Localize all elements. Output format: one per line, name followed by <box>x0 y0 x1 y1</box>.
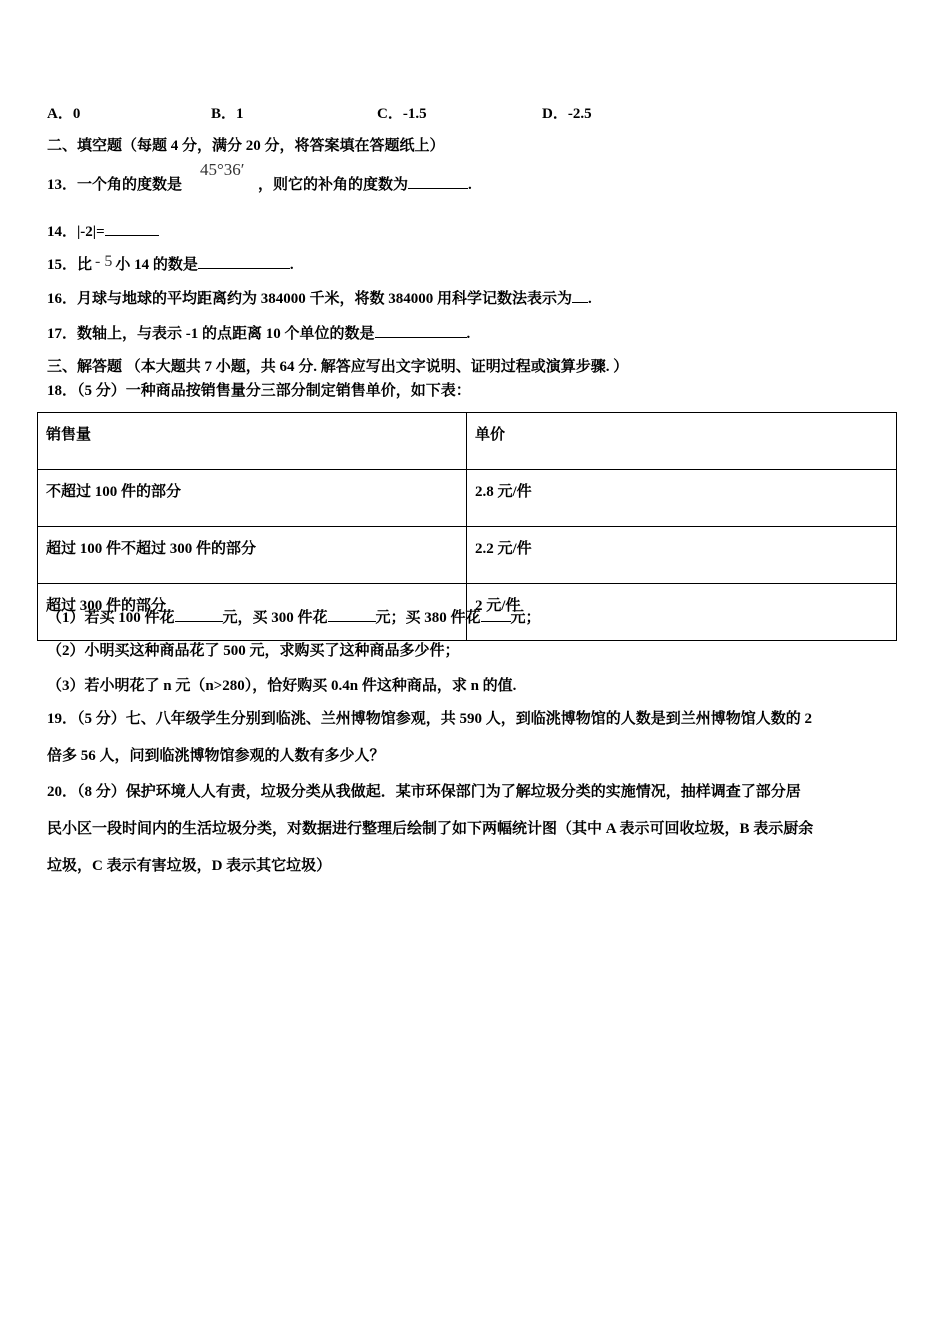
section2-header: 二、填空题（每题 4 分，满分 20 分，将答案填在答题纸上） <box>47 138 445 154</box>
q15-end: . <box>289 257 294 273</box>
q17-end: . <box>466 326 471 342</box>
table-row <box>38 470 897 527</box>
table-header-cell: 单价 <box>467 413 897 470</box>
q18-p1-a: （1）若买 100 件花 <box>47 610 175 626</box>
q18-p1-d: 元； <box>510 610 541 626</box>
q20-line2: 民小区一段时间内的生活垃圾分类，对数据进行整理后绘制了如下两幅统计图（其中 A 表示可回收垃圾，B 表示厨余 <box>47 821 814 837</box>
q13-suffix: ，则它的补角的度数为 <box>258 177 409 193</box>
table-cell: 2 元/件 <box>467 584 897 641</box>
q18-title: 18．（5 分）一种商品按销售量分三部分制定销售单价，如下表： <box>47 383 471 399</box>
q18-blank-2 <box>328 607 376 622</box>
q13-prefix: 13．一个角的度数是 <box>47 177 183 193</box>
option-a: A．0 <box>47 106 81 122</box>
q20-line3: 垃圾，C 表示有害垃圾，D 表示其它垃圾） <box>47 858 332 874</box>
option-b: B．1 <box>211 106 244 122</box>
table-cell: 2.8 元/件 <box>467 470 897 527</box>
q18-p1-b: 元，买 300 件花 <box>222 610 328 626</box>
table-cell: 超过 300 件的部分 <box>38 584 467 641</box>
q13-end: . <box>468 177 472 193</box>
table-cell: 超过 100 件不超过 300 件的部分 <box>38 527 467 584</box>
question-15 <box>47 254 294 275</box>
table-header-row <box>38 413 897 470</box>
q15-num: - 5 <box>95 253 113 270</box>
question-13 <box>47 174 472 195</box>
q17-text: 17．数轴上，与表示 -1 的点距离 10 个单位的数是 <box>47 326 375 342</box>
q18-part3: （3）若小明花了 n 元（n>280），恰好购买 0.4n 件这种商品，求 n 的值. <box>47 678 517 694</box>
table-header-cell: 销售量 <box>38 413 467 470</box>
q15-blank <box>198 254 290 269</box>
section3-header: 三、解答题 （本大题共 7 小题，共 64 分. 解答应写出文字说明、证明过程或演算步骤. ） <box>47 359 629 375</box>
q14-blank <box>105 221 159 236</box>
q14-text: 14．|-2|= <box>47 224 105 240</box>
q20-line1: 20．（8 分）保护环境人人有责，垃圾分类从我做起．某市环保部门为了解垃圾分类的实施情况，抽样调查了部分居 <box>47 784 801 800</box>
option-c: C．-1.5 <box>377 106 427 122</box>
option-d: D．-2.5 <box>542 106 592 122</box>
q16-text: 16．月球与地球的平均距离约为 384000 千米，将数 384000 用科学记数法表示为 <box>47 291 573 307</box>
q19-line2: 倍多 56 人，问到临洮博物馆参观的人数有多少人？ <box>47 748 385 764</box>
table-row <box>38 527 897 584</box>
q16-blank <box>572 288 588 303</box>
q15-suffix: 小 14 的数是 <box>115 257 198 273</box>
question-16 <box>47 288 592 309</box>
q18-part1 <box>47 607 541 628</box>
q19-line1: 19．（5 分）七、八年级学生分别到临洮、兰州博物馆参观，共 590 人，到临洮博物馆的人数是到兰州博物馆人数的 2 <box>47 711 813 727</box>
q18-p1-c: 元；买 380 件花 <box>375 610 481 626</box>
question-17 <box>47 323 470 344</box>
table-cell: 不超过 100 件的部分 <box>38 470 467 527</box>
table-cell: 2.2 元/件 <box>467 527 897 584</box>
q15-prefix: 15．比 <box>47 257 93 273</box>
q16-end: . <box>588 291 592 307</box>
q18-blank-3 <box>481 607 511 622</box>
q13-blank <box>408 174 468 189</box>
q18-blank-1 <box>175 607 223 622</box>
question-14 <box>47 221 159 242</box>
q13-angle: 45°36′ <box>200 160 245 179</box>
q18-part2: （2）小明买这种商品花了 500 元，求购买了这种商品多少件； <box>47 643 460 659</box>
q17-blank <box>375 323 467 338</box>
